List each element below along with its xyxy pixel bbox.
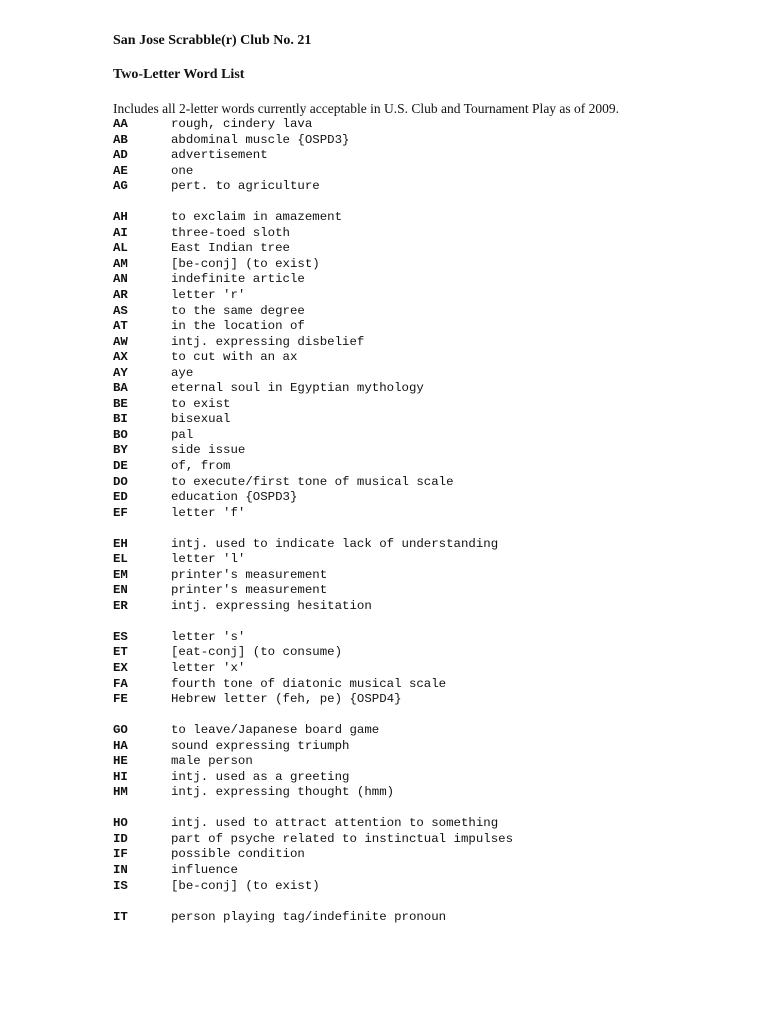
definition: pert. to agriculture — [171, 179, 320, 194]
word-entry — [113, 397, 733, 413]
definition: letter 'r' — [171, 287, 246, 302]
word-entry — [113, 459, 733, 475]
word: AD — [113, 148, 128, 163]
word-entry — [113, 319, 733, 335]
word: AR — [113, 287, 128, 302]
definition: education {OSPD3} — [171, 490, 298, 505]
definition: [eat-conj] (to consume) — [171, 645, 343, 660]
word-entry — [113, 506, 733, 522]
word-entry — [113, 304, 733, 320]
definition: sound expressing triumph — [171, 738, 350, 753]
word-entry — [113, 210, 733, 226]
word-entry — [113, 847, 733, 863]
word-entry — [113, 133, 733, 149]
word: EM — [113, 567, 128, 582]
definition: of, from — [171, 458, 231, 473]
word: HE — [113, 754, 128, 769]
word-entry — [113, 879, 733, 895]
word: AW — [113, 334, 128, 349]
definition: aye — [171, 365, 194, 380]
word-entry — [113, 863, 733, 879]
word: DE — [113, 458, 128, 473]
word-entry — [113, 739, 733, 755]
document-page — [113, 32, 733, 941]
word: AM — [113, 256, 128, 271]
definition: three-toed sloth — [171, 225, 290, 240]
word-entry — [113, 381, 733, 397]
definition: indefinite article — [171, 272, 305, 287]
word-entry — [113, 692, 733, 708]
word-entry — [113, 148, 733, 164]
word-entry — [113, 583, 733, 599]
word-entry — [113, 443, 733, 459]
word: FE — [113, 692, 128, 707]
word-group — [113, 210, 733, 521]
word-entry — [113, 272, 733, 288]
word: AG — [113, 179, 128, 194]
word-group — [113, 630, 733, 708]
word-entry — [113, 910, 733, 926]
word: FA — [113, 676, 128, 691]
definition: abdominal muscle {OSPD3} — [171, 132, 350, 147]
word-entry — [113, 677, 733, 693]
word: AH — [113, 210, 128, 225]
word-entry — [113, 661, 733, 677]
word: AY — [113, 365, 128, 380]
word-entry — [113, 179, 733, 195]
definition: to cut with an ax — [171, 350, 298, 365]
definition: Hebrew letter (feh, pe) {OSPD4} — [171, 692, 402, 707]
word: AL — [113, 241, 128, 256]
word: BE — [113, 396, 128, 411]
definition: letter 'l' — [171, 552, 246, 567]
word-entry — [113, 785, 733, 801]
word-entry — [113, 164, 733, 180]
word-entry — [113, 288, 733, 304]
word-entry — [113, 412, 733, 428]
definition: to leave/Japanese board game — [171, 723, 380, 738]
word: BI — [113, 412, 128, 427]
club-title: San Jose Scrabble(r) Club No. 21 — [113, 33, 312, 48]
word: IT — [113, 909, 128, 924]
definition: in the location of — [171, 319, 305, 334]
word: AB — [113, 132, 128, 147]
word-entry — [113, 226, 733, 242]
word: EX — [113, 661, 128, 675]
word-entry — [113, 335, 733, 351]
definition: East Indian tree — [171, 241, 290, 256]
definition: influence — [171, 863, 238, 878]
word-entry — [113, 630, 733, 646]
word: EL — [113, 552, 128, 567]
word-entry — [113, 428, 733, 444]
word: AA — [113, 117, 128, 131]
word: ID — [113, 831, 128, 846]
word: DO — [113, 474, 128, 489]
definition: to exist — [171, 396, 231, 411]
word-entry — [113, 599, 733, 615]
word: IF — [113, 847, 128, 862]
intro-text: Includes all 2-letter words currently acceptable in U.S. Club and Tournament Play as of 2009. — [113, 101, 620, 116]
definition: intj. expressing thought (hmm) — [171, 785, 395, 800]
word-entry — [113, 832, 733, 848]
word: IS — [113, 878, 128, 893]
word: EH — [113, 536, 128, 551]
word: BO — [113, 427, 128, 442]
word-entry — [113, 723, 733, 739]
word-entry — [113, 257, 733, 273]
word: AI — [113, 225, 128, 240]
definition: intj. expressing disbelief — [171, 334, 365, 349]
definition: [be-conj] (to exist) — [171, 878, 320, 893]
word-entry — [113, 537, 733, 553]
word-group — [113, 723, 733, 801]
definition: bisexual — [171, 412, 231, 427]
word-entry — [113, 350, 733, 366]
word: EF — [113, 505, 128, 520]
word-group — [113, 537, 733, 615]
word-group — [113, 910, 733, 926]
definition: to execute/first tone of musical scale — [171, 474, 454, 489]
definition: part of psyche related to instinctual impulses — [171, 831, 514, 846]
word-entry — [113, 816, 733, 832]
word: AN — [113, 272, 128, 287]
definition: advertisement — [171, 148, 268, 163]
word-entry — [113, 241, 733, 257]
definition: pal — [171, 427, 194, 442]
word: ER — [113, 598, 128, 613]
word-group — [113, 117, 733, 195]
word: AE — [113, 163, 128, 178]
definition: intj. used as a greeting — [171, 769, 350, 784]
definition: letter 'x' — [171, 661, 246, 675]
definition: letter 'f' — [171, 505, 246, 520]
definition: [be-conj] (to exist) — [171, 256, 320, 271]
word-list — [113, 117, 733, 925]
definition: eternal soul in Egyptian mythology — [171, 381, 424, 396]
word-entry — [113, 645, 733, 661]
definition: one — [171, 163, 194, 178]
definition: intj. used to indicate lack of understanding — [171, 536, 499, 551]
definition: possible condition — [171, 847, 305, 862]
word-entry — [113, 568, 733, 584]
word: HA — [113, 738, 128, 753]
definition: person playing tag/indefinite pronoun — [171, 909, 447, 924]
word-entry — [113, 754, 733, 770]
word-entry — [113, 490, 733, 506]
definition: to exclaim in amazement — [171, 210, 343, 225]
word-group — [113, 816, 733, 894]
definition: printer's measurement — [171, 567, 328, 582]
word: AS — [113, 303, 128, 318]
list-title: Two-Letter Word List — [113, 67, 245, 82]
word: EN — [113, 583, 128, 598]
word-entry — [113, 117, 733, 133]
word: AT — [113, 319, 128, 334]
word: HI — [113, 769, 128, 784]
word: HM — [113, 785, 128, 800]
definition: to the same degree — [171, 303, 305, 318]
word: AX — [113, 350, 128, 365]
word: IN — [113, 863, 128, 878]
word: BY — [113, 443, 128, 458]
word-entry — [113, 770, 733, 786]
definition: side issue — [171, 443, 246, 458]
definition: printer's measurement — [171, 583, 328, 598]
word: GO — [113, 723, 128, 738]
definition: male person — [171, 754, 253, 769]
word: BA — [113, 381, 128, 396]
word-entry — [113, 475, 733, 491]
word: ED — [113, 490, 128, 505]
word: HO — [113, 816, 128, 831]
definition: intj. expressing hesitation — [171, 598, 372, 613]
definition: fourth tone of diatonic musical scale — [171, 676, 447, 691]
word-entry — [113, 366, 733, 382]
word: ES — [113, 629, 128, 644]
definition: letter 's' — [171, 629, 246, 644]
definition: rough, cindery lava — [171, 117, 313, 131]
word-entry — [113, 552, 733, 568]
definition: intj. used to attract attention to something — [171, 816, 499, 831]
word: ET — [113, 645, 128, 660]
